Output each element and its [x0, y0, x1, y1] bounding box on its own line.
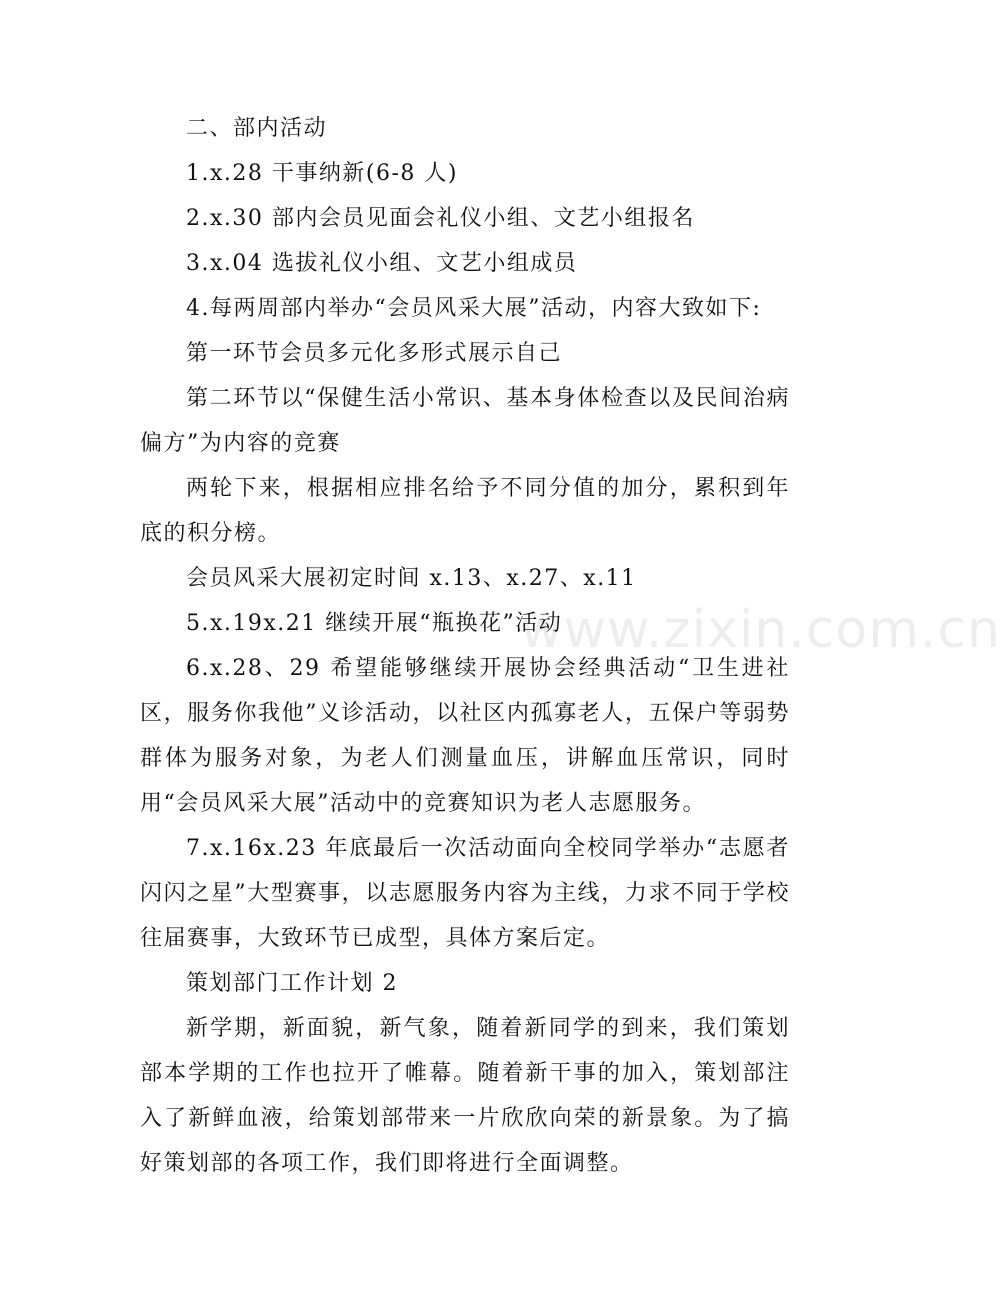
paragraph: 2.x.30 部内会员见面会礼仪小组、文艺小组报名 [186, 206, 695, 231]
section-heading: 二、部内活动 [186, 116, 328, 141]
paragraph: 第一环节会员多元化多形式展示自己 [186, 341, 563, 366]
paragraph: 1.x.28 干事纳新(6-8 人) [186, 161, 458, 186]
paragraph: 5.x.19x.21 继续开展“瓶换花”活动 [186, 611, 563, 636]
paragraph: 两轮下来，根据相应排名给予不同分值的加分，累积到年底的积分榜。 [140, 476, 790, 546]
watermark: www.zixin.com.cn [520, 600, 1001, 660]
section-heading: 策划部门工作计划 2 [186, 971, 398, 996]
paragraph: 第二环节以“保健生活小常识、基本身体检查以及民间治病偏方”为内容的竞赛 [140, 386, 790, 456]
document-body [140, 106, 790, 1186]
paragraph: 4.每两周部内举办“会员风采大展”活动，内容大致如下: [186, 296, 762, 321]
paragraph: 6.x.28、29 希望能够继续开展协会经典活动“卫生进社区，服务你我他”义诊活动，以社区内孤寡老人，五保户等弱势群体为服务对象，为老人们测量血压，讲解血压常识，同时用“会员风采大展”活动中的竞赛知识为老人志愿服务。 [140, 656, 790, 816]
paragraph: 3.x.04 选拔礼仪小组、文艺小组成员 [186, 251, 578, 276]
paragraph: 会员风采大展初定时间 x.13、x.27、x.11 [186, 566, 637, 591]
paragraph: 新学期，新面貌，新气象，随着新同学的到来，我们策划部本学期的工作也拉开了帷幕。随着新干事的加入，策划部注入了新鲜血液，给策划部带来一片欣欣向荣的新景象。为了搞好策划部的各项工作，我们即将进行全面调整。 [140, 1016, 790, 1176]
paragraph: 7.x.16x.23 年底最后一次活动面向全校同学举办“志愿者闪闪之星”大型赛事，以志愿服务内容为主线，力求不同于学校往届赛事，大致环节已成型，具体方案后定。 [140, 836, 790, 951]
